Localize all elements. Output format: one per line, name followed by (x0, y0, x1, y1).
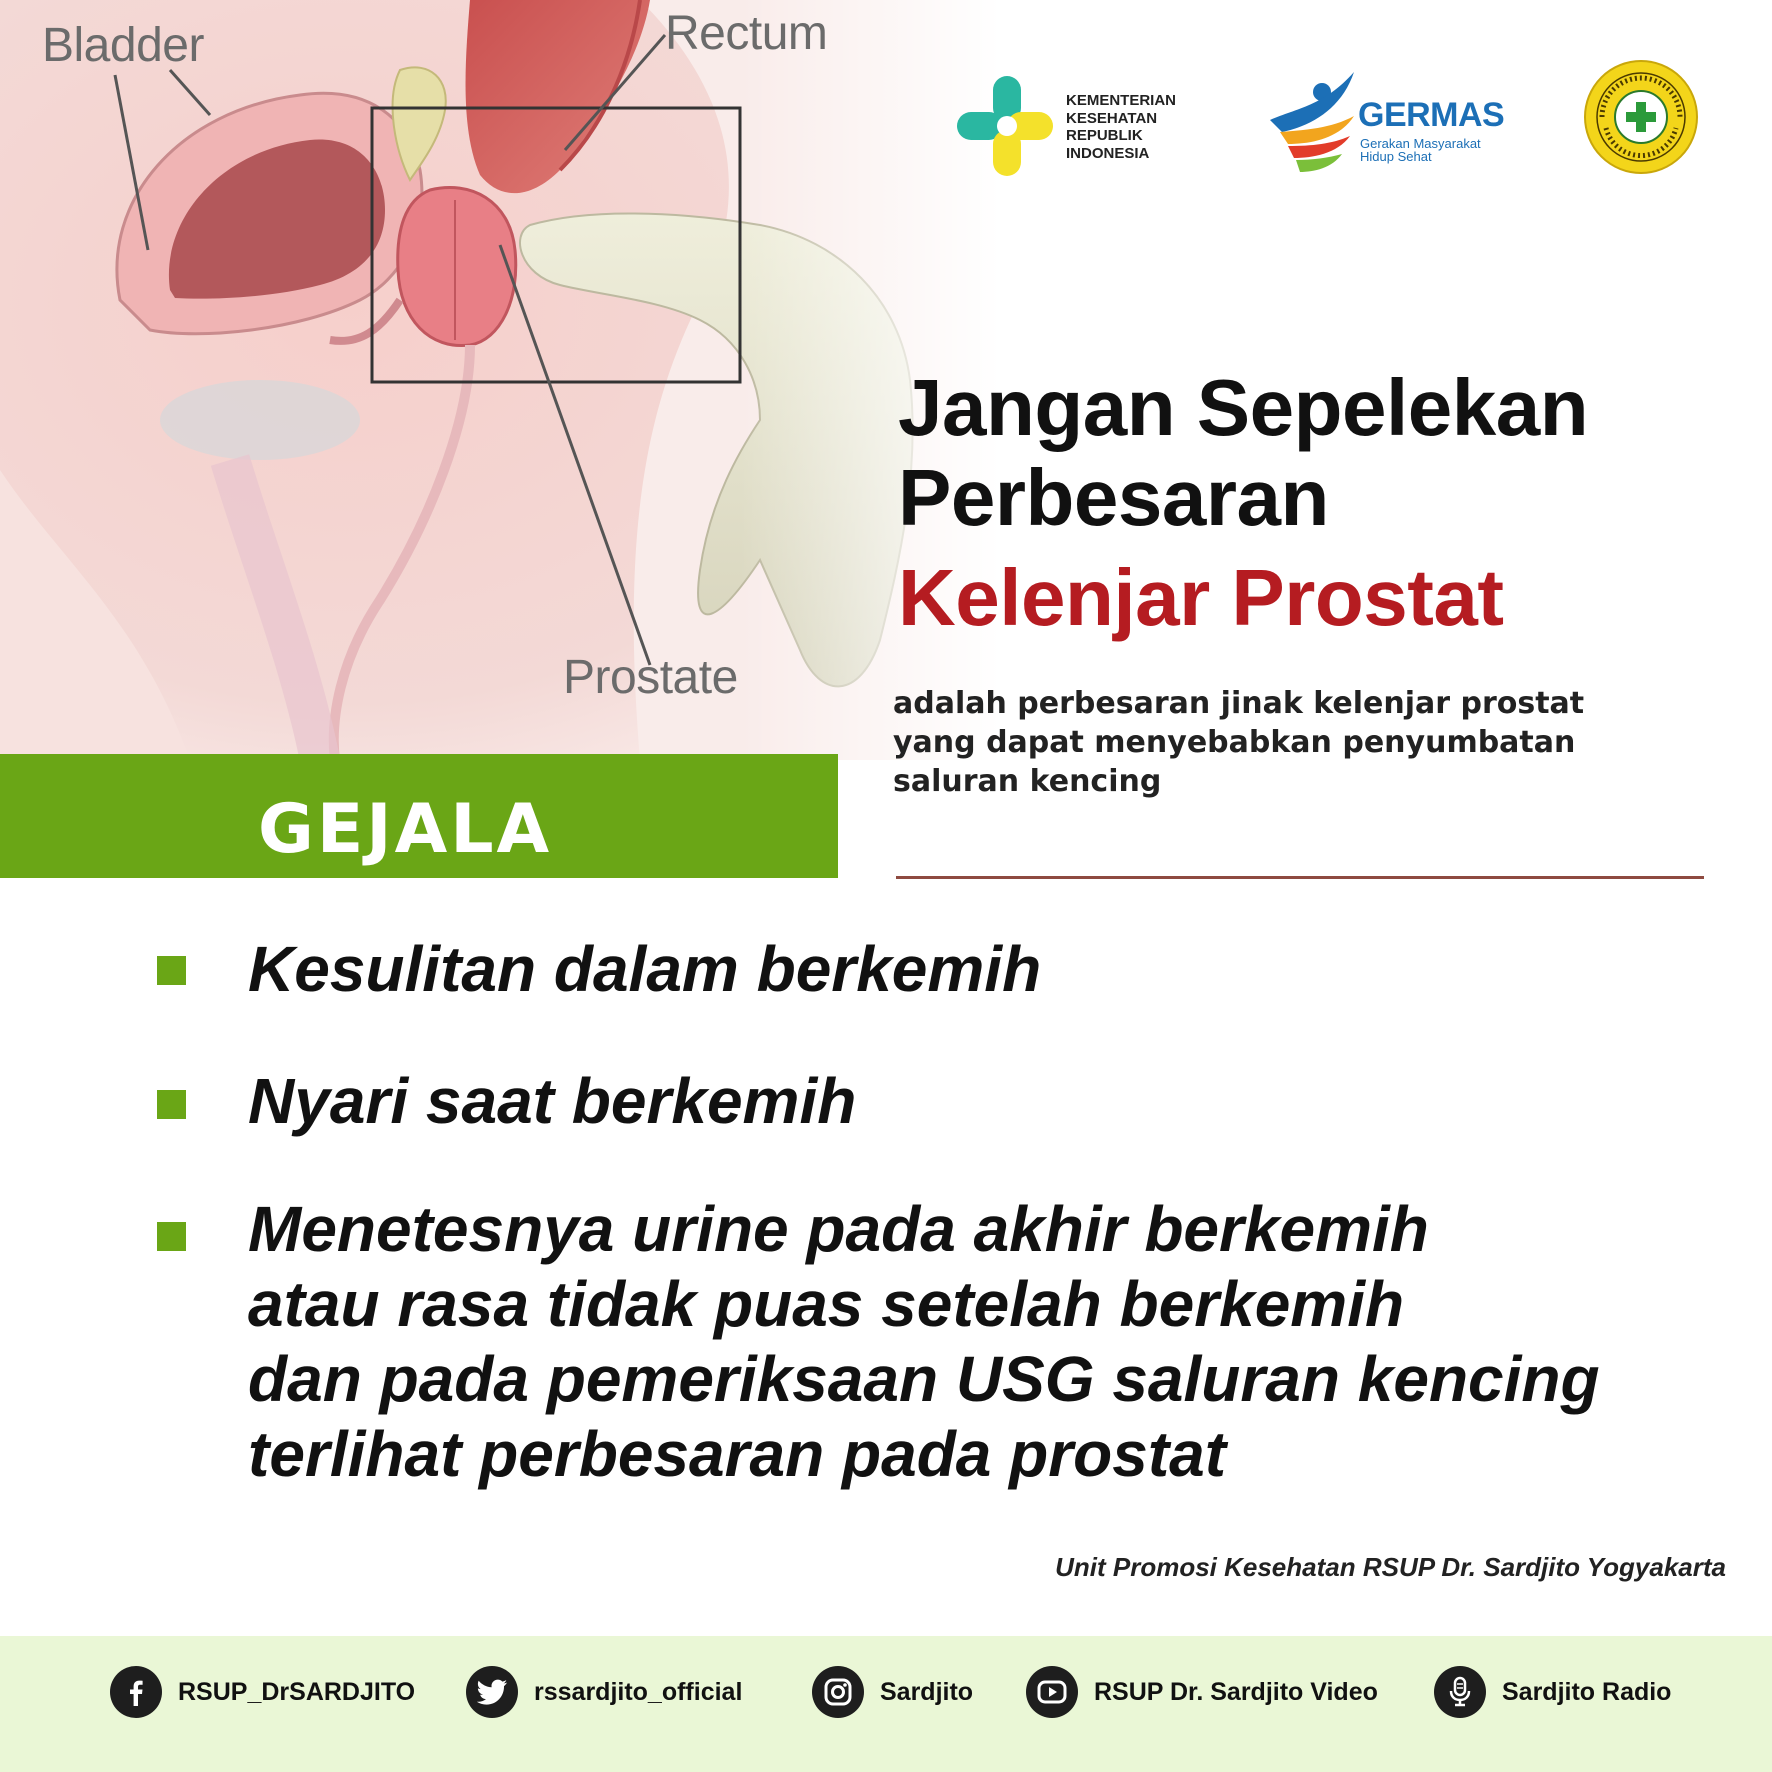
instagram-icon (812, 1666, 864, 1718)
symptom-item (248, 932, 1041, 1007)
symptom-item (248, 1064, 856, 1139)
germas-subtitle-line: Hidup Sehat (1360, 149, 1432, 164)
kemenkes-line: INDONESIA (1066, 144, 1150, 162)
sardjito-seal-icon (1582, 58, 1700, 176)
symptom-line: Kesulitan dalam berkemih (248, 933, 1042, 1005)
social-link-radio[interactable] (1434, 1664, 1671, 1720)
heading-line-1: Jangan Sepelekan (898, 363, 1589, 452)
anatomy-illustration (0, 0, 1000, 760)
germas-emblem-icon (1262, 68, 1360, 178)
kemenkes-logo (955, 74, 1055, 178)
definition-line: yang dapat menyebabkan penyumbatan (893, 725, 1576, 760)
symptom-line: Nyari saat berkemih (248, 1065, 857, 1137)
heading-line-2: Perbesaran (898, 453, 1329, 542)
podcast-icon (1434, 1666, 1486, 1718)
social-link-facebook[interactable] (110, 1664, 415, 1720)
credit-text: Unit Promosi Kesehatan RSUP Dr. Sardjito Yogyakarta (1055, 1552, 1726, 1582)
facebook-icon (110, 1666, 162, 1718)
kemenkes-line: KESEHATAN (1066, 109, 1158, 127)
social-label: rssardjito_official (534, 1677, 743, 1706)
bullet-square-icon (157, 1222, 186, 1251)
kemenkes-wordmark (1066, 92, 1176, 162)
prostate-label: Prostate (563, 651, 738, 704)
symptom-item (248, 1192, 1600, 1492)
symptom-line: terlihat perbesaran pada prostat (248, 1418, 1227, 1490)
social-label: Sardjito Radio (1502, 1677, 1672, 1706)
germas-subtitle (1360, 137, 1481, 163)
section-divider (896, 876, 1704, 879)
social-label: RSUP Dr. Sardjito Video (1094, 1677, 1378, 1706)
prostate-anatomy-drawing (0, 0, 1000, 760)
symptom-line: dan pada pemeriksaan USG saluran kencing (248, 1343, 1600, 1415)
kemenkes-emblem-icon (955, 74, 1055, 178)
germas-title: GERMAS (1358, 96, 1505, 134)
social-label: Sardjito (880, 1677, 974, 1706)
kemenkes-line: REPUBLIK (1066, 127, 1143, 144)
social-link-twitter[interactable] (466, 1664, 742, 1720)
social-link-instagram[interactable] (812, 1664, 973, 1720)
kemenkes-line: KEMENTERIAN (1066, 92, 1177, 109)
germas-subtitle-line: Gerakan Masyarakat (1360, 136, 1481, 151)
symptom-line: Menetesnya urine pada akhir berkemih (248, 1193, 1429, 1265)
germas-logo (1262, 68, 1360, 178)
heading-line-3-highlight: Kelenjar Prostat (898, 553, 1504, 642)
social-link-youtube[interactable] (1026, 1664, 1378, 1720)
sardjito-seal-logo (1582, 58, 1700, 176)
bladder-label: Bladder (42, 19, 204, 72)
definition-line: saluran kencing (893, 764, 1162, 799)
definition-text (893, 684, 1653, 801)
bullet-square-icon (157, 956, 186, 985)
social-label: RSUP_DrSARDJITO (178, 1677, 416, 1706)
twitter-icon (466, 1666, 518, 1718)
definition-line: adalah perbesaran jinak kelenjar prostat (893, 686, 1585, 721)
section-title: GEJALA (258, 790, 553, 869)
youtube-icon (1026, 1666, 1078, 1718)
symptom-line: atau rasa tidak puas setelah berkemih (248, 1268, 1405, 1340)
bullet-square-icon (157, 1090, 186, 1119)
rectum-label: Rectum (665, 7, 828, 60)
